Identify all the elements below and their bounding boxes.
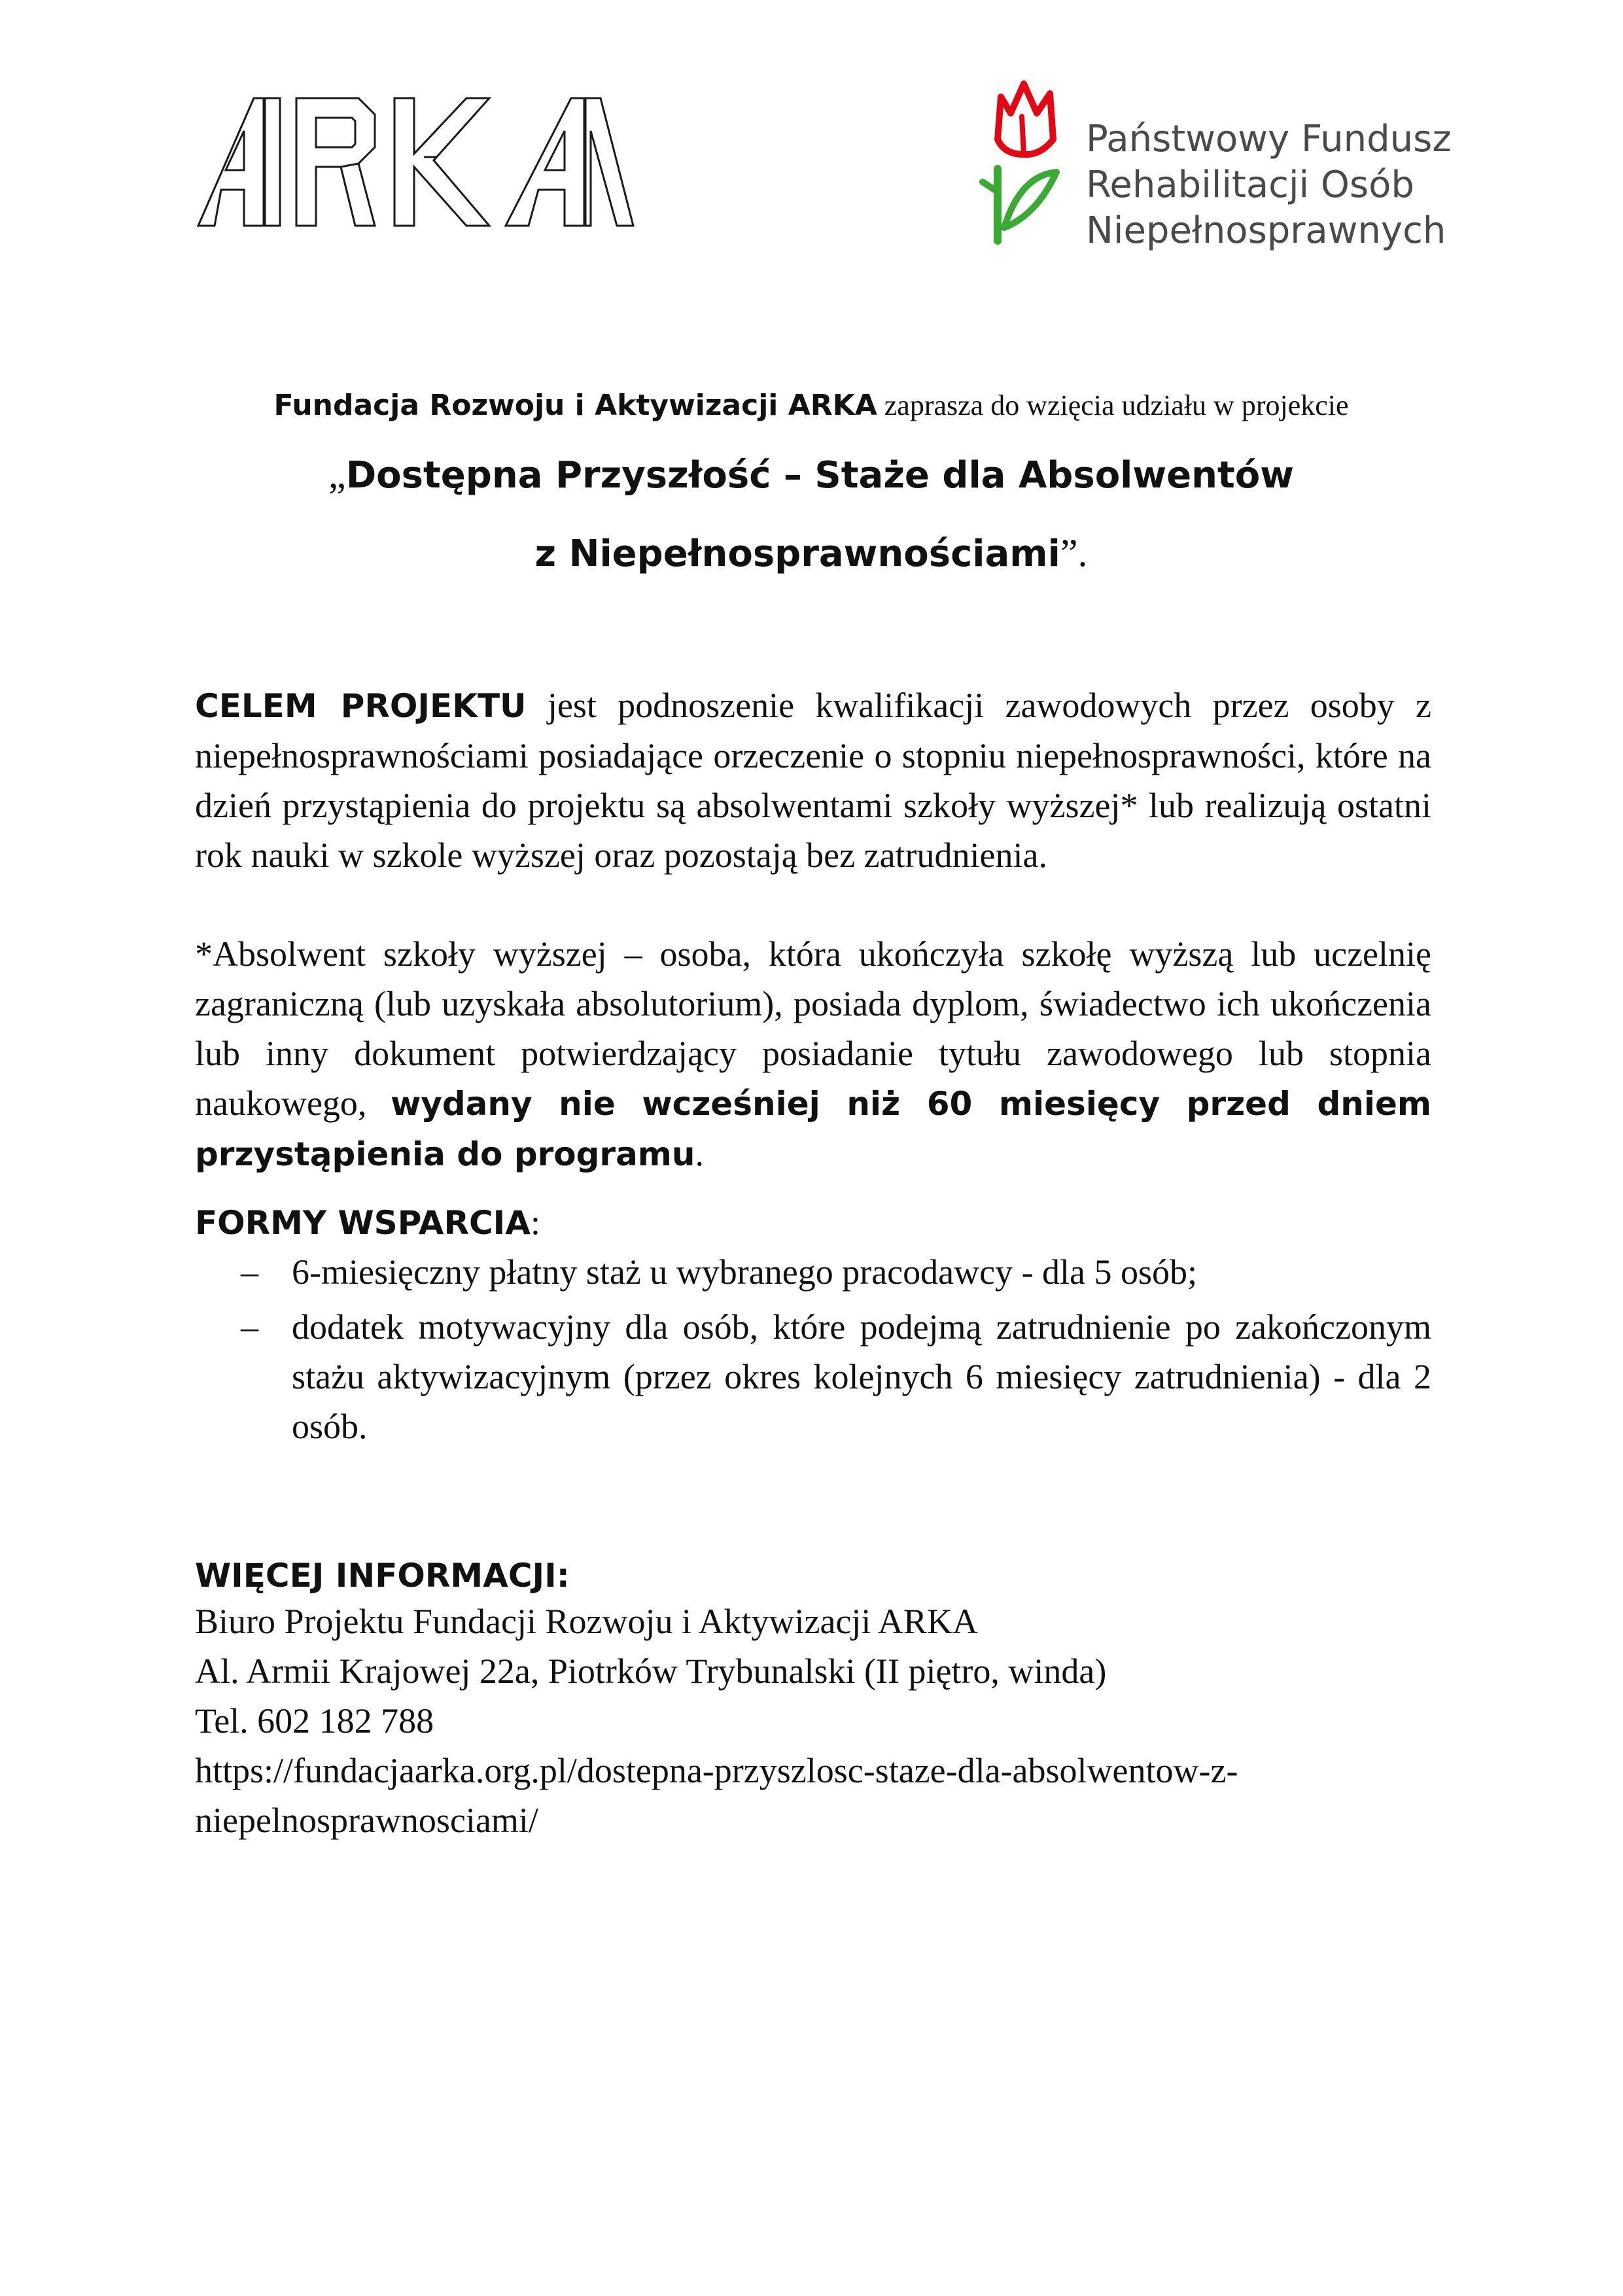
tulip-icon bbox=[975, 77, 1079, 247]
title-open-quote: „ bbox=[328, 453, 346, 496]
pfron-name-line-2: Rehabilitacji Osób bbox=[1086, 164, 1414, 206]
contact-phone[interactable]: Tel. 602 182 788 bbox=[195, 1701, 434, 1740]
goal-text: jest podnoszenie kwalifikacji zawodowych przez osoby z niepełnosprawnościami posiadające orzeczenie o stopniu niepełnosprawności, które na dzień przystąpienia do projektu są absolwentami szkoły wyższej* lub realizują ostatni rok nauki w szkole wyższej oraz pozostają bez zatrudnienia. bbox=[195, 686, 1432, 875]
support-heading bbox=[195, 1197, 540, 1248]
support-heading-text: FORMY WSPARCIA bbox=[195, 1204, 531, 1242]
title-close-quote: ”. bbox=[1060, 531, 1088, 574]
support-heading-colon: : bbox=[530, 1203, 540, 1242]
organization-name: Fundacja Rozwoju i Aktywizacji ARKA bbox=[273, 389, 877, 422]
list-item bbox=[195, 1247, 1431, 1297]
contact-heading: WIĘCEJ INFORMACJI: bbox=[195, 1557, 570, 1595]
graduate-definition-paragraph bbox=[195, 929, 1431, 1179]
arka-logo bbox=[192, 92, 640, 232]
list-item-text: 6-miesięczny płatny staż u wybranego pracodawcy - dla 5 osób; bbox=[292, 1252, 1198, 1292]
list-item-text: dodatek motywacyjny dla osób, które podejmą zatrudnienie po zakończonym stażu aktywizacyjnym (przez okres kolejnych 6 miesięcy zatrudnienia) - dla 2 osób. bbox=[292, 1307, 1431, 1446]
dash-bullet-icon: – bbox=[241, 1307, 258, 1347]
contact-address: Al. Armii Krajowej 22a, Piotrków Trybunalski (II piętro, winda) bbox=[195, 1651, 1107, 1691]
goal-label: CELEM PROJEKTU bbox=[195, 687, 527, 725]
project-goal-paragraph bbox=[195, 680, 1431, 880]
intro-text: zaprasza do wzięcia udziału w projekcie bbox=[877, 389, 1349, 421]
footnote-text: *Absolwent szkoły wyższej – osoba, która ukończyła szkołę wyższą lub uczelnię zagraniczną (lub uzyskała absolutorium), posiada dyplom, świadectwo ich ukończenia lub inny dokument potwierdzający posiadanie tytułu zawodowego lub stopnia naukowego, bbox=[195, 934, 1431, 1123]
project-title-line-2 bbox=[196, 523, 1426, 584]
support-list bbox=[195, 1247, 1431, 1451]
contact-url-line-1[interactable]: https://fundacjaarka.org.pl/dostepna-przyszlosc-staze-dla-absolwentow-z- bbox=[195, 1751, 1238, 1790]
intro-line bbox=[196, 386, 1426, 425]
pfron-name-line-1: Państwowy Fundusz bbox=[1086, 118, 1452, 160]
title-text-2: z Niepełnosprawnościami bbox=[534, 533, 1060, 575]
pfron-logo bbox=[975, 77, 1478, 251]
pfron-name-line-3: Niepełnosprawnych bbox=[1086, 209, 1446, 252]
project-title-line-1 bbox=[196, 445, 1426, 505]
contact-office: Biuro Projektu Fundacji Rozwoju i Aktywizacji ARKA bbox=[195, 1602, 978, 1641]
contact-url-line-2[interactable]: niepelnosprawnosciami/ bbox=[195, 1801, 538, 1840]
contact-block bbox=[195, 1597, 1438, 1845]
dash-bullet-icon: – bbox=[241, 1252, 258, 1292]
list-item bbox=[195, 1302, 1431, 1451]
title-text-1: Dostępna Przyszłość – Staże dla Absolwentów bbox=[345, 454, 1294, 497]
footnote-bold-text: wydany nie wcześniej niż 60 miesięcy przed dniem przystąpienia do programu bbox=[195, 1085, 1431, 1173]
footnote-end: . bbox=[695, 1134, 705, 1173]
